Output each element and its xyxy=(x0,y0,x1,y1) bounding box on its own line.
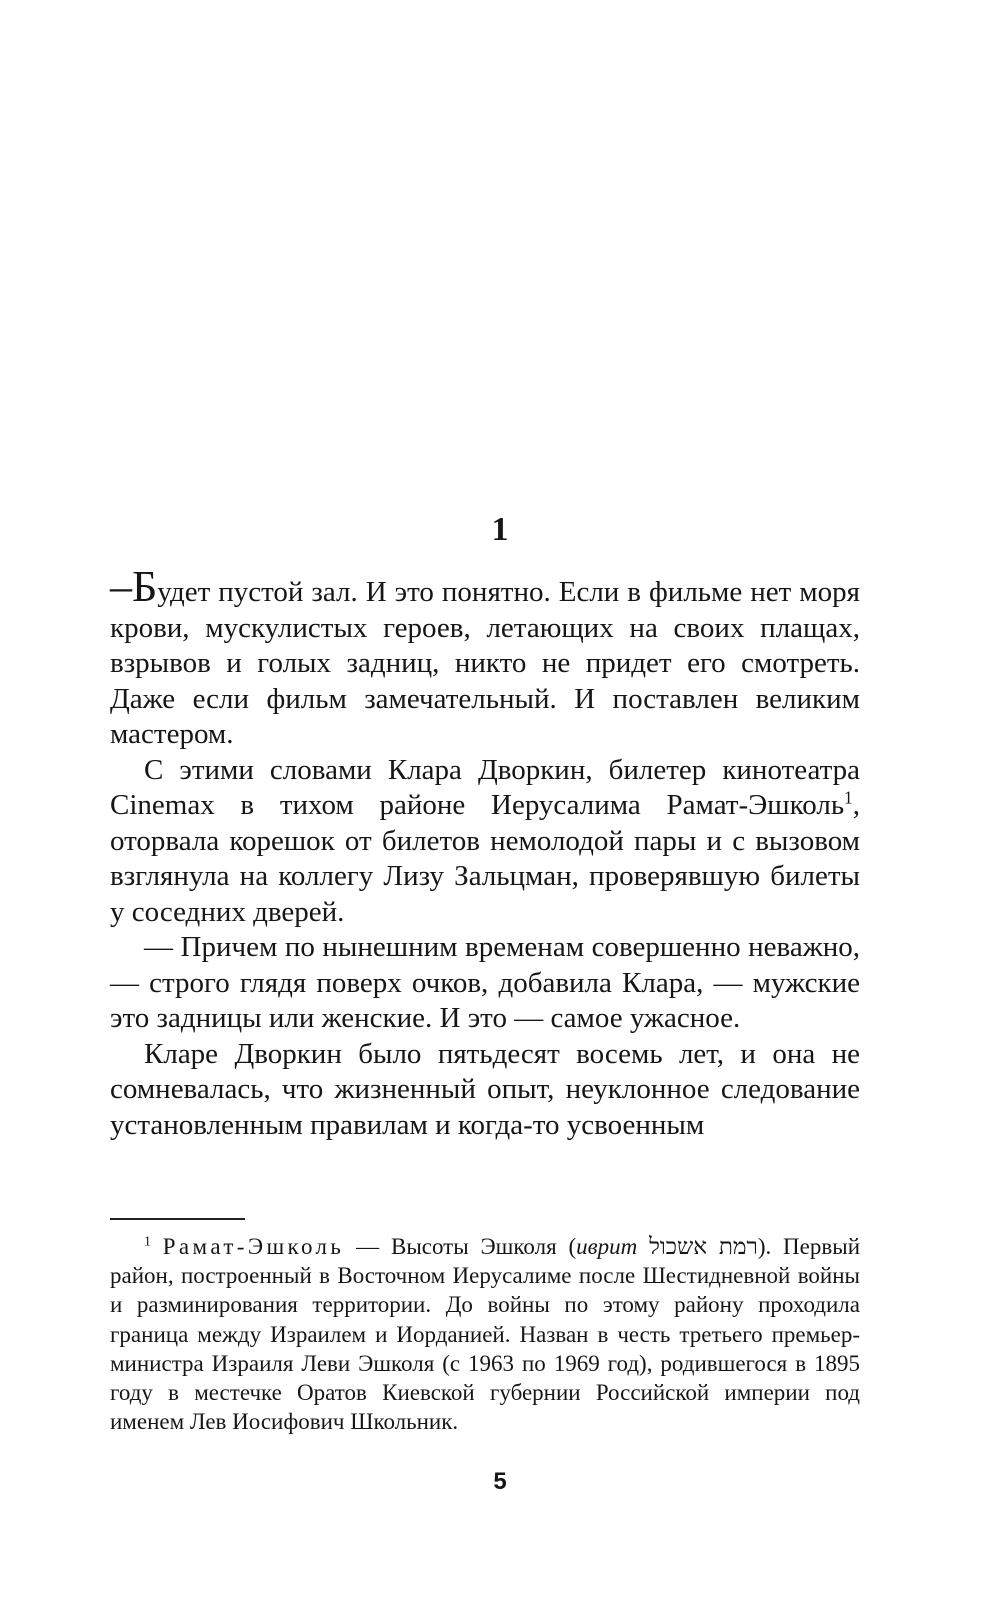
footnote-reference[interactable]: 1 xyxy=(844,787,853,808)
footnote-hebrew: רמת אשכול xyxy=(649,1234,758,1259)
paragraph-1 xyxy=(110,562,860,753)
paragraph-2 xyxy=(110,753,860,931)
footnote-term: Рамат-Эшколь xyxy=(162,1234,345,1259)
chapter-number: 1 xyxy=(491,511,509,548)
paragraph-1-text: удет пустой зал. И это понятно. Если в фильме нет моря крови, мускулистых героев, летающих на своих плащах, взрывов и голых задниц, никто не придет его смотреть. Даже если фильм замечательный. И поставлен великим мастером. xyxy=(110,576,860,750)
footnote-1 xyxy=(110,1232,860,1436)
footnote-marker: 1 xyxy=(144,1233,151,1249)
body-text xyxy=(110,562,860,1143)
paragraph-2-after: , оторвала корешок от билетов немолодой пары и с вызовом взглянула на коллегу Лизу Зальцман, проверявшую билеты у соседних дверей. xyxy=(110,789,860,928)
footnotes xyxy=(110,1232,860,1436)
dropcap: –Б xyxy=(110,562,158,611)
footnote-dash: — Высоты Эшколя ( xyxy=(344,1234,577,1259)
page-number: 5 xyxy=(493,1468,507,1495)
footnote-rest: ). Первый район, построенный в Восточном Иерусалиме после Шестидневной войны и разминирования территории. До войны по этому району проходила граница между Израилем и Иорданией. Назван в честь третьего премьер-министра Израиля Леви Эшколя (с 1963 по 1969 год), родившегося в 1895 году в местечке Оратов Киевской губернии Российской империи под именем Лев Иосифович Школьник. xyxy=(110,1234,860,1435)
paragraph-2-before: С этими словами Клара Дворкин, билетер кинотеатра Cinemax в тихом районе Иерусалима Рамат-Эшколь xyxy=(110,753,860,821)
paragraph-4: Кларе Дворкин было пятьдесят восемь лет, и она не сомневалась, что жизненный опыт, неуклонное следование установленным правилам и когда-то усвоенным xyxy=(110,1037,860,1141)
paragraph-3: — Причем по нынешним временам совершенно неважно, — строго глядя поверх очков, добавила Клара, — мужские это задницы или женские. И это — самое ужасное. xyxy=(110,931,860,1034)
footnote-divider xyxy=(110,1218,245,1220)
footnote-language: иврит xyxy=(576,1234,638,1259)
